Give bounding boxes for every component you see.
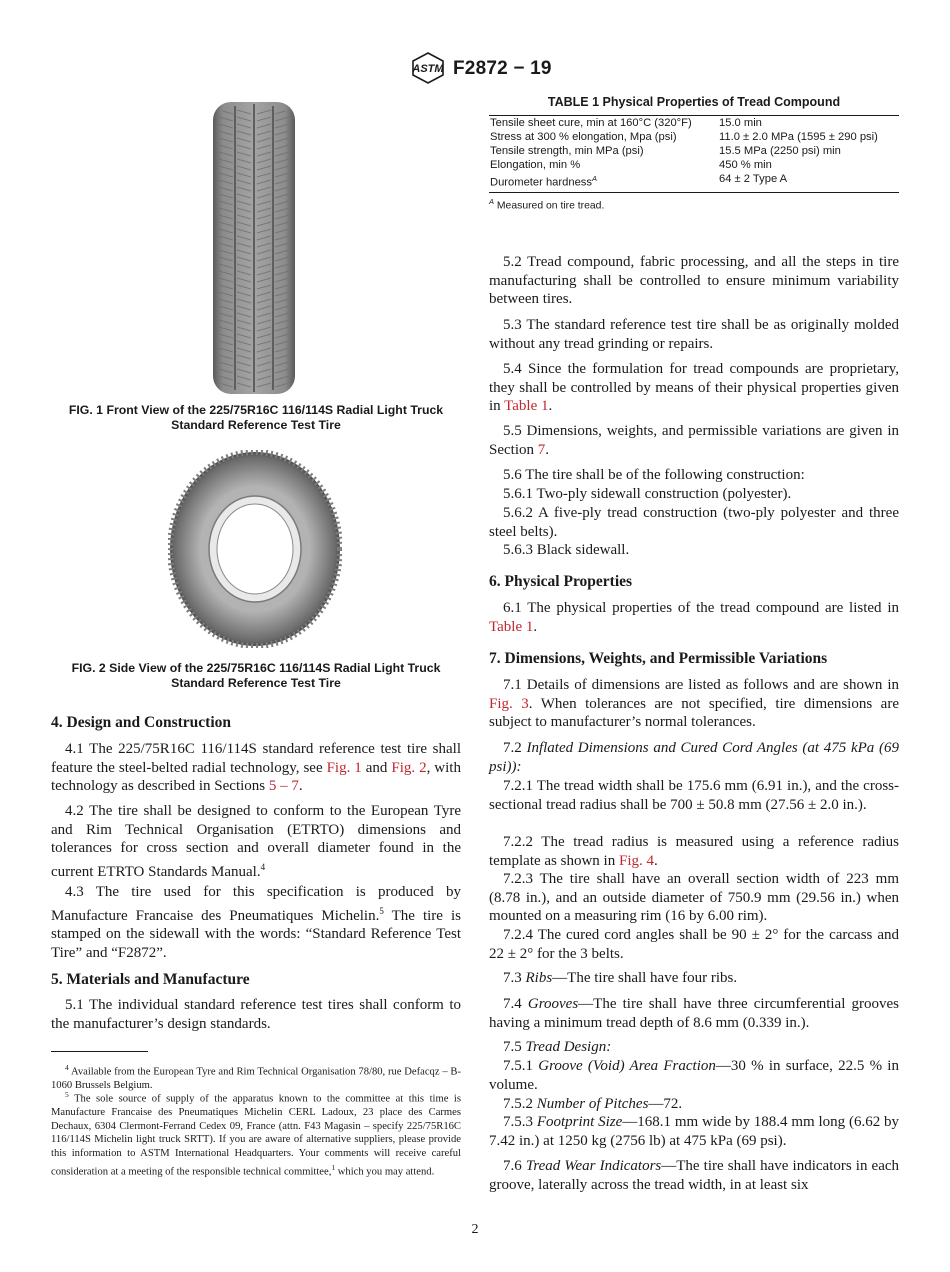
document-id: F2872 − 19 (453, 58, 552, 79)
para-7-5-3 (489, 1113, 899, 1150)
table-row (489, 172, 899, 190)
footnote-5-mark: 5 (65, 1090, 69, 1099)
para-7-1-text-b: . When tolerances are not specified, tire dimensions are subject to manufacturer’s normal tolerances. (489, 695, 899, 731)
table-cell-property: Tensile sheet cure, min at 160°C (320°F) (490, 117, 692, 129)
section-7-heading: 7. Dimensions, Weights, and Permissible Variations (489, 650, 828, 667)
para-7-3-italic: Ribs (525, 970, 553, 986)
table-row (489, 144, 899, 158)
para-6-1 (489, 599, 899, 636)
table-cell-value: 15.0 min (719, 117, 762, 129)
para-7-2-3 (489, 870, 899, 926)
fig2-link[interactable]: Fig. 2 (391, 759, 427, 776)
para-5-4-text-b: . (548, 398, 553, 415)
para-7-2-text-a: 7.2 (503, 740, 527, 756)
para-4-1 (51, 740, 461, 796)
para-7-4-italic: Grooves (527, 996, 579, 1012)
para-5-6-2-text: 5.6.2 A five-ply tread construction (two-ply polyester and three steel belts). (489, 505, 899, 540)
para-7-2-2-text-a: 7.2.2 The tread radius is measured using a reference radius template as shown in (489, 834, 899, 869)
para-7-5-3-italic: Footprint Size (536, 1114, 623, 1130)
sections-5-7-link[interactable]: 5 – 7 (268, 778, 299, 795)
footnote-5-text-b: which you may attend. (335, 1166, 435, 1178)
table-footnote-ref: A (591, 174, 597, 183)
svg-text:ASTM: ASTM (412, 63, 444, 75)
para-7-2-4 (489, 926, 899, 963)
para-4-1-text-b: and (361, 759, 392, 776)
para-7-5-1-text-b: —30 % in surface, 22.5 % in volume. (489, 1058, 899, 1093)
para-4-3-text-b: The tire is stamped on the sidewall with the words: “Standard Reference Test Tire” and “F2872”. (51, 907, 461, 961)
table-row (489, 158, 899, 172)
table-cell-value: 450 % min (719, 159, 772, 171)
para-5-1 (51, 996, 461, 1033)
section-5-heading: 5. Materials and Manufacture (51, 971, 250, 988)
para-7-2-4-text: 7.2.4 The cured cord angles shall be 90 ± 2° for the carcass and 22 ± 2° for the 3 belts. (489, 927, 899, 962)
table1-link[interactable]: Table 1 (504, 398, 549, 415)
para-5-5-text-b: . (545, 441, 549, 458)
table-1-body (489, 116, 899, 190)
fig1-caption (51, 403, 461, 433)
para-7-4 (489, 995, 899, 1032)
fig1-caption-line2: Standard Reference Test Tire (171, 418, 341, 432)
footnote-4-ref[interactable]: 4 (260, 861, 266, 872)
table-1 (489, 95, 899, 211)
para-5-5 (489, 422, 899, 459)
fig4-link[interactable]: Fig. 4 (618, 852, 654, 869)
footnote-4-text: Available from the European Tyre and Rim Technical Organisation 78/80, rue Defacqz – B-1060 Brussels Belgium. (51, 1066, 461, 1092)
para-7-6-text-b: —The tire shall have indicators in each groove, laterally across the tread width, in at least six (489, 1158, 900, 1193)
fig2-caption (51, 661, 461, 691)
table-cell-value: 11.0 ± 2.0 MPa (1595 ± 290 psi) (719, 131, 878, 143)
table-cell-property: Tensile strength, min MPa (psi) (490, 145, 644, 157)
para-7-5-2-italic: Number of Pitches (536, 1096, 649, 1112)
table-footnote-text: Measured on tire tread. (496, 200, 605, 212)
para-7-2-3-text: 7.2.3 The tire shall have an overall section width of 223 mm (8.78 in.), and an outside diameter of 750.9 mm (29.56 in.) when mounted on a measuring rim (16 by 6.00 rim). (489, 871, 899, 925)
fig3-link[interactable]: Fig. 3 (489, 695, 529, 712)
para-4-2 (51, 802, 461, 881)
fig2-caption-line2: Standard Reference Test Tire (171, 676, 341, 690)
para-4-1-text-a: 4.1 The 225/75R16C 116/114S standard reference test tire shall feature the steel-belted radial technology, see (51, 741, 461, 776)
para-7-4-text-a: 7.4 (503, 996, 528, 1012)
para-5-3 (489, 316, 899, 353)
para-5-6-text: 5.6 The tire shall be of the following construction: (503, 467, 805, 483)
fig1-caption-line1: FIG. 1 Front View of the 225/75R16C 116/114S Radial Light Truck (68, 403, 444, 417)
footnote-5-text-a: The sole source of supply of the apparatus known to the committee at this time is Manufacture Francaise des Pneumatiques Michelin CERL Ladoux, 23 place des Carmes Dechaux, 6304 Clermont-Ferrand Cedex 09, France (attn. F43 Magasin – specify 225/75R16C 116/114S Michelin light truck SRTT). If you are aware of alternative suppliers, please provide this information to ASTM International Headquarters. Your comments will receive careful consideration at a meeting of the responsible technical committee, (51, 1093, 461, 1178)
para-7-5-text-a: 7.5 (503, 1039, 526, 1055)
para-5-3-text: 5.3 The standard reference test tire shall be as originally molded without any tread grinding or repairs. (489, 317, 899, 352)
table-cell-property-text: Durometer hardness (490, 176, 592, 189)
para-5-5-text-a: 5.5 Dimensions, weights, and permissible variations are given in Section (489, 423, 899, 458)
para-7-3-text-b: —The tire shall have four ribs. (552, 970, 738, 986)
fig1-link[interactable]: Fig. 1 (326, 759, 362, 776)
para-5-6-1-text: 5.6.1 Two-ply sidewall construction (polyester). (503, 486, 792, 502)
para-7-5-2-text-b: —72. (648, 1096, 683, 1112)
para-7-2-1-text: 7.2.1 The tread width shall be 175.6 mm (6.91 in.), and the cross-sectional tread radius shall be 700 ± 50.8 mm (27.56 ± 2.0 in.). (489, 778, 899, 813)
astm-logo-icon (410, 52, 446, 84)
para-6-1-text-a: 6.1 The physical properties of the tread compound are listed in (503, 600, 899, 616)
para-7-5-2-text-a: 7.5.2 (503, 1096, 537, 1112)
table-cell-property: Stress at 300 % elongation, Mpa (psi) (490, 131, 677, 143)
para-4-3-text-a: 4.3 The tire used for this specification is produced by Manufacture Francaise des Pneumatiques Michelin. (51, 884, 461, 924)
para-7-2-1 (489, 777, 899, 814)
table-1-footnote (489, 197, 899, 211)
table1-link[interactable]: Table 1 (489, 618, 534, 635)
fig2-caption-line1: FIG. 2 Side View of the 225/75R16C 116/114S Radial Light Truck (71, 661, 441, 675)
para-7-3-text-a: 7.3 (503, 970, 526, 986)
para-5-6-3-text: 5.6.3 Black sidewall. (503, 542, 630, 558)
footnote-5 (51, 1088, 461, 1179)
para-7-5-1 (489, 1057, 899, 1094)
table-cell-value: 15.5 MPa (2250 psi) min (719, 145, 841, 157)
page-number: 2 (471, 1222, 479, 1237)
footnote-5-sup: 1 (331, 1162, 336, 1172)
para-7-5-italic: Tread Design: (525, 1039, 612, 1055)
section-4-heading: 4. Design and Construction (51, 714, 231, 731)
table-row (489, 130, 899, 144)
para-5-6-1 (489, 485, 899, 504)
para-7-6 (489, 1157, 899, 1194)
table-cell-property (489, 172, 719, 190)
para-7-4-text-b: —The tire shall have three circumferential grooves having a minimum tread depth of 8.6 mm (0.339 in.). (489, 996, 899, 1031)
para-7-2-2 (489, 833, 899, 870)
footnote-4-mark: 4 (65, 1063, 69, 1072)
para-6-1-text-b: . (533, 618, 538, 635)
para-5-6 (489, 466, 899, 485)
para-5-1-text: 5.1 The individual standard reference test tires shall conform to the manufacturer’s design standards. (51, 997, 461, 1032)
table-cell-property: Elongation, min % (490, 159, 581, 171)
para-7-5-1-text-a: 7.5.1 (503, 1058, 539, 1074)
table-cell-value: 64 ± 2 Type A (719, 173, 788, 185)
para-7-1-text-a: 7.1 Details of dimensions are listed as follows and are shown in (503, 677, 899, 693)
tire-side-view-image (168, 450, 342, 648)
para-7-2-italic: Inflated Dimensions and Cured Cord Angles (at 475 kPa (69 psi)): (489, 740, 900, 775)
para-5-4-text-a: 5.4 Since the formulation for tread compounds are proprietary, they shall be controlled by means of their physical properties given in (489, 361, 899, 415)
para-7-6-text-a: 7.6 (503, 1158, 526, 1174)
para-7-5 (489, 1038, 899, 1057)
para-7-2 (489, 739, 899, 776)
para-4-1-text-d: . (298, 778, 303, 795)
footnote-divider (51, 1051, 148, 1052)
table-1-bottom-rule (489, 192, 899, 193)
para-7-6-italic: Tread Wear Indicators (525, 1158, 662, 1174)
para-5-2-text: 5.2 Tread compound, fabric processing, and all the steps in tire manufacturing shall be controlled to ensure minimum variability between tires. (489, 254, 899, 308)
para-7-5-3-text-a: 7.5.3 (503, 1114, 537, 1130)
para-7-2-2-text-b: . (654, 852, 658, 869)
tire-front-view-image (213, 102, 295, 394)
para-4-3 (51, 883, 461, 962)
para-5-6-2 (489, 504, 899, 541)
para-7-5-3-text-b: —168.1 mm wide by 188.4 mm long (6.62 by 7.42 in.) at 1250 kg (2756 lb) at 475 kPa (69 psi). (489, 1114, 899, 1149)
para-5-2 (489, 253, 899, 309)
para-5-6-3 (489, 541, 899, 560)
para-7-5-2 (489, 1095, 899, 1114)
para-7-3 (489, 969, 899, 988)
section-6-heading: 6. Physical Properties (489, 573, 633, 590)
table-row (489, 116, 899, 130)
para-7-1 (489, 676, 899, 732)
para-7-5-1-italic: Groove (Void) Area Fraction (538, 1058, 716, 1074)
table-footnote-mark: A (489, 196, 495, 206)
table-1-title: TABLE 1 Physical Properties of Tread Compound (547, 95, 841, 109)
section-7-link[interactable]: 7 (537, 441, 546, 458)
para-4-1-text-c: , with technology as described in Sections (51, 759, 461, 795)
footnote-5-ref[interactable]: 5 (379, 905, 384, 916)
para-4-2-text: 4.2 The tire shall be designed to conform to the European Tyre and Rim Technical Organisation (ETRTO) dimensions and tolerances for cross section and overall diameter found in the current ETRTO Standards Manual. (51, 803, 461, 880)
para-5-4 (489, 360, 899, 416)
